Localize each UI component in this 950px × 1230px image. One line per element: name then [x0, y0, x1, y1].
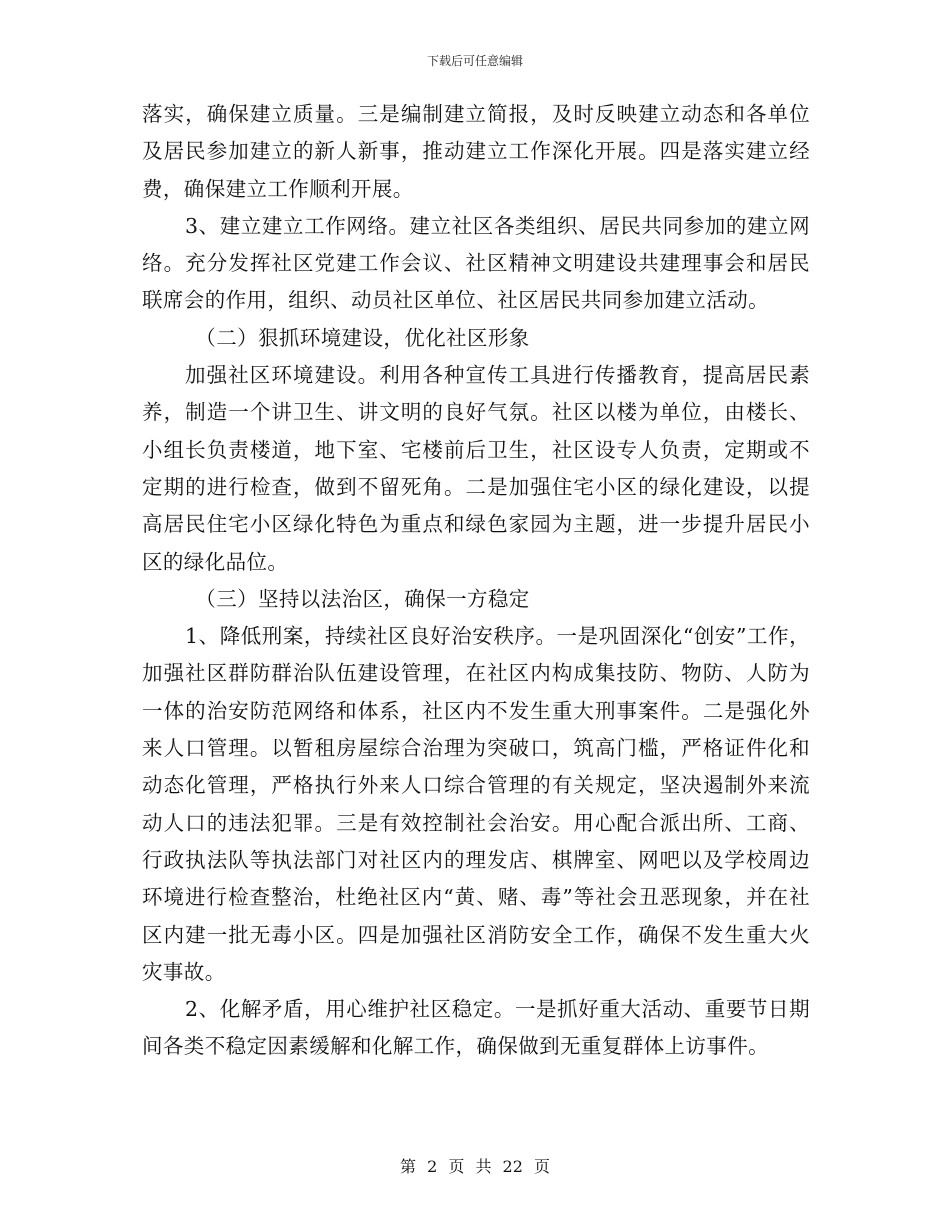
section-heading-2: （二）狠抓环境建设，优化社区形象: [195, 325, 530, 350]
paragraph-1: 落实，确保建立质量。三是编制建立简报，及时反映建立动态和各单位及居民参加建立的新人新事，推动建立工作深化开展。四是落实建立经费，确保建立工作顺利开展。: [142, 102, 810, 201]
section-heading-3: （三）坚持以法治区，确保一方稳定: [195, 586, 530, 611]
paragraph-3: 加强社区环境建设。利用各种宣传工具进行传播教育，提高居民素养，制造一个讲卫生、讲文明的良好气氛。社区以楼为单位，由楼长、小组长负责楼道，地下室、宅楼前后卫生，社区设专人负责，定期或不定期的进行检查，做到不留死角。二是加强住宅小区的绿化建设，以提高居民住宅小区绿化特色为重点和绿色家园为主题，进一步提升居民小区的绿化品位。: [142, 363, 810, 574]
page-number: 第 2 页 共 22 页: [400, 1157, 550, 1176]
document-body: [142, 96, 810, 1066]
paragraph-5: 2、化解矛盾，用心维护社区稳定。一是抓好重大活动、重要节日期间各类不稳定因素缓解和化解工作，确保做到无重复群体上访事件。: [142, 997, 810, 1059]
paragraph-2: 3、建立建立工作网络。建立社区各类组织、居民共同参加的建立网络。充分发挥社区党建工作会议、社区精神文明建设共建理事会和居民联席会的作用，组织、动员社区单位、社区居民共同参加建立活动。: [142, 213, 810, 313]
page-header-note: 下载后可任意编辑: [426, 54, 523, 68]
paragraph-4: 1、降低刑案，持续社区良好治安秩序。一是巩固深化“创安”工作，加强社区群防群治队伍建设管理，在社区内构成集技防、物防、人防为一体的治安防范网络和体系，社区内不发生重大刑事案件。二是强化外来人口管理。以暂租房屋综合治理为突破口，筑高门槛，严格证件化和动态化管理，严格执行外来人口综合管理的有关规定，坚决遏制外来流动人口的违法犯罪。三是有效控制社会治安。用心配合派出所、工商、行政执法队等执法部门对社区内的理发店、棋牌室、网吧以及学校周边环境进行检查整治，杜绝社区内“黄、赌、毒”等社会丑恶现象，并在社区内建一批无毒小区。四是加强社区消防安全工作，确保不发生重大火灾事故。: [142, 624, 810, 984]
